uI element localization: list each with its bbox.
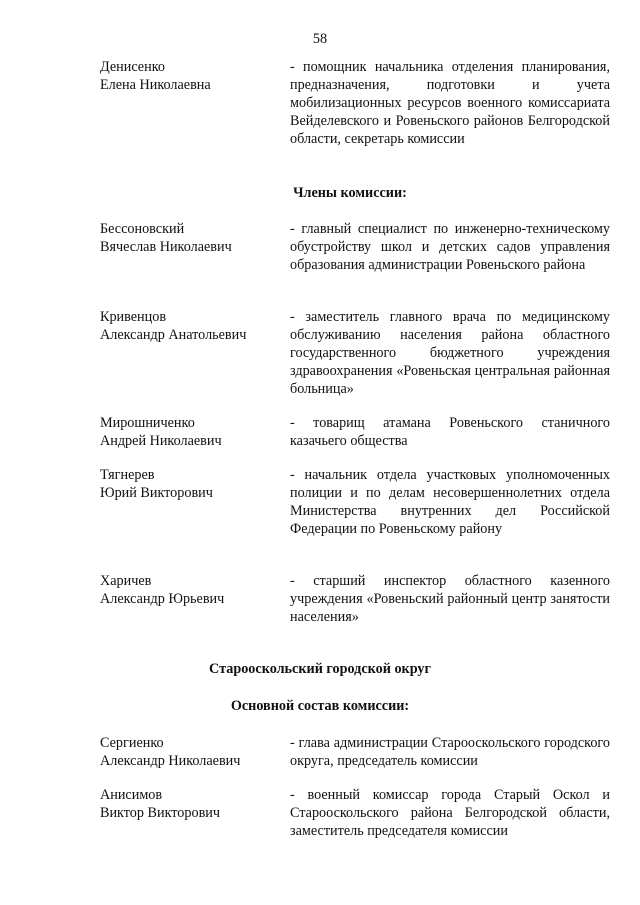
person-name [100,308,285,344]
person-given-name: Виктор Викторович [100,805,220,821]
members-heading: Члены комиссии: [293,185,407,201]
person-role: - главный специалист по инженерно-техническому обустройству школ и детских садов управления образования администрации Ровеньского района [290,221,610,273]
person-role: - военный комиссар города Старый Оскол и Старооскольского района Белгородской области, заместитель председателя комиссии [290,787,610,839]
person-surname: Анисимов [100,787,163,803]
person-given-name: Александр Юрьевич [100,591,225,607]
person-surname: Сергиенко [100,735,164,751]
person-given-name: Юрий Викторович [100,485,213,501]
person-given-name: Елена Николаевна [100,77,211,93]
person-given-name: Александр Николаевич [100,753,241,769]
district-heading: Старооскольский городской округ [209,661,431,677]
person-surname: Денисенко [100,59,165,75]
person-name [100,414,285,450]
person-name [100,786,285,822]
person-surname: Харичев [100,573,152,589]
person-given-name: Вячеслав Николаевич [100,239,232,255]
person-role: - заместитель главного врача по медицинскому обслуживанию населения района областного государственного бюджетного учреждения здравоохранения «Ровеньская центральная районная больница» [290,309,610,397]
person-name [100,734,285,770]
person-role: - начальник отдела участковых уполномоченных полиции и по делам несовершеннолетних отдела Министерства внутренних дел Российской Федерации по Ровеньскому району [290,467,610,537]
person-surname: Мирошниченко [100,415,195,431]
person-role: - глава администрации Старооскольского городского округа, председатель комиссии [290,735,610,769]
person-name [100,466,285,502]
person-name [100,58,285,94]
person-given-name: Александр Анатольевич [100,327,247,343]
person-role: - товарищ атамана Ровеньского станичного казачьего общества [290,415,610,449]
person-role: - помощник начальника отделения планирования, предназначения, подготовки и учета мобилизационных ресурсов военного комиссариата Вейделевского и Ровеньского районов Белгородской области, секретарь комиссии [290,59,610,147]
person-surname: Бессоновский [100,221,185,237]
person-surname: Кривенцов [100,309,167,325]
person-name [100,220,285,256]
person-surname: Тягнерев [100,467,155,483]
person-role: - старший инспектор областного казенного учреждения «Ровеньский районный центр занятости населения» [290,573,610,625]
page-number: 58 [312,31,328,47]
person-name [100,572,285,608]
person-given-name: Андрей Николаевич [100,433,222,449]
main-composition-heading: Основной состав комиссии: [230,698,410,714]
